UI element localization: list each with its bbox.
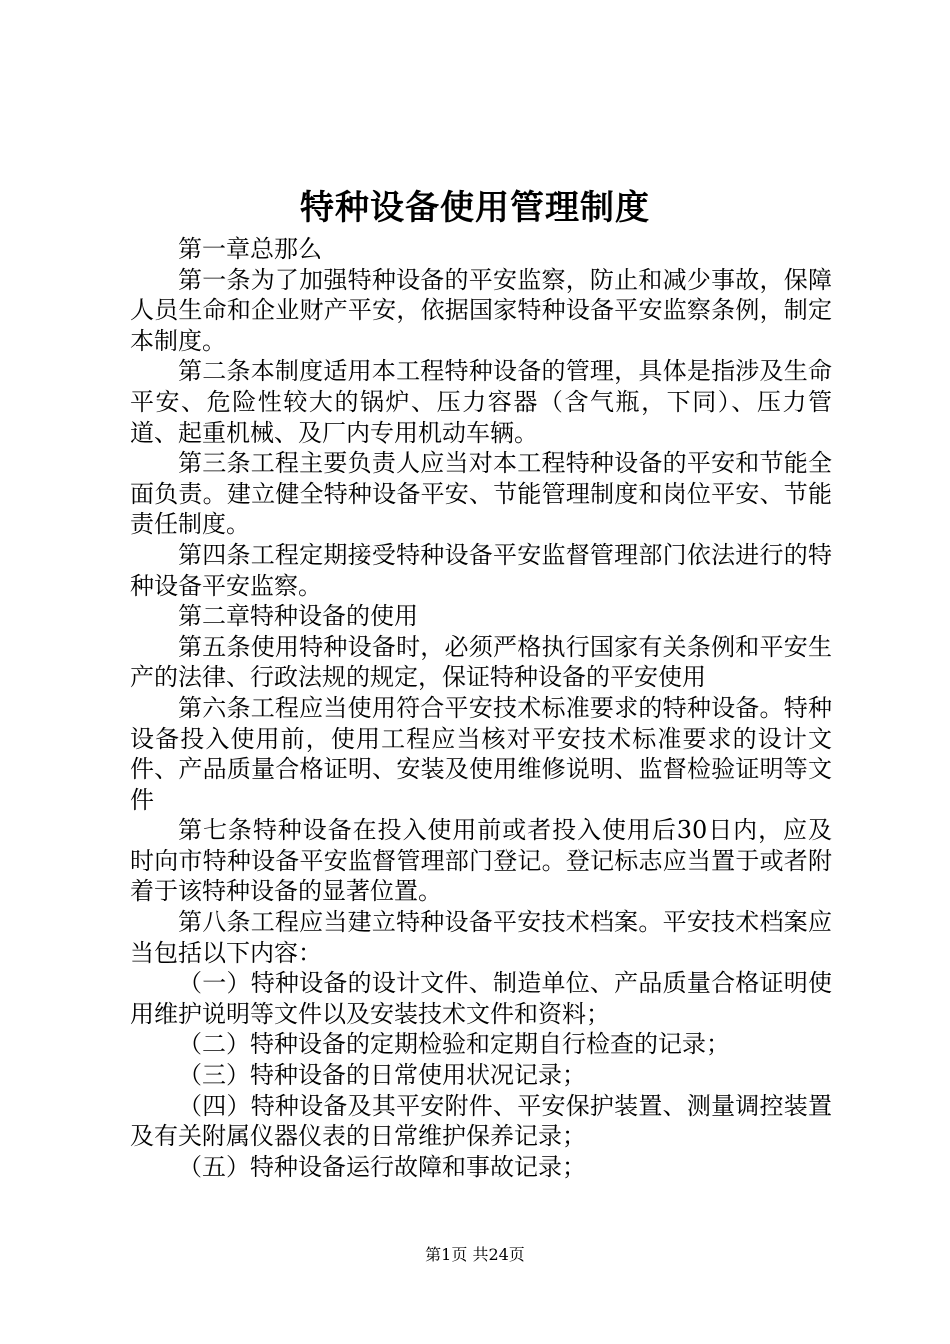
document-title: 特种设备使用管理制度 xyxy=(300,188,650,228)
paragraph: 第六条工程应当使用符合平安技术标准要求的特种设备。特种设备投入使用前，使用工程应当核对平安技术标准要求的设计文件、产品质量合格证明、安装及使用维修说明、监督检验证明等文件 xyxy=(130,693,832,814)
paragraph: 第四条工程定期接受特种设备平安监督管理部门依法进行的特种设备平安监察。 xyxy=(130,540,832,600)
paragraph: 第七条特种设备在投入使用前或者投入使用后30日内，应及时向市特种设备平安监督管理部门登记。登记标志应当置于或者附着于该特种设备的显著位置。 xyxy=(130,816,832,906)
chapter-heading: 第一章总那么 xyxy=(178,235,322,263)
paragraph: 第八条工程应当建立特种设备平安技术档案。平安技术档案应当包括以下内容： xyxy=(130,908,832,967)
paragraph: 第二条本制度适用本工程特种设备的管理，具体是指涉及生命平安、危险性较大的锅炉、压力容器（含气瓶，下同）、压力管道、起重机械、及厂内专用机动车辆。 xyxy=(130,357,832,447)
page-number-footer: 第1页 共24页 xyxy=(425,1245,525,1264)
list-item: （五）特种设备运行故障和事故记录； xyxy=(178,1152,586,1181)
list-item: （一）特种设备的设计文件、制造单位、产品质量合格证明使用维护说明等文件以及安装技术文件和资料； xyxy=(130,969,832,1028)
paragraph: 第五条使用特种设备时，必须严格执行国家有关条例和平安生产的法律、行政法规的规定，保证特种设备的平安使用 xyxy=(130,632,832,692)
paragraph: 第三条工程主要负责人应当对本工程特种设备的平安和节能全面负责。建立健全特种设备平安、节能管理制度和岗位平安、节能责任制度。 xyxy=(130,449,832,539)
list-item: （三）特种设备的日常使用状况记录； xyxy=(178,1061,586,1090)
document-body xyxy=(130,234,832,1182)
list-item: （二）特种设备的定期检验和定期自行检查的记录； xyxy=(178,1030,730,1059)
chapter-heading: 第二章特种设备的使用 xyxy=(178,602,418,631)
list-item: （四）特种设备及其平安附件、平安保护装置、测量调控装置及有关附属仪器仪表的日常维护保养记录； xyxy=(130,1091,832,1151)
paragraph: 第一条为了加强特种设备的平安监察，防止和减少事故，保障人员生命和企业财产平安，依据国家特种设备平安监察条例，制定本制度。 xyxy=(130,265,832,355)
